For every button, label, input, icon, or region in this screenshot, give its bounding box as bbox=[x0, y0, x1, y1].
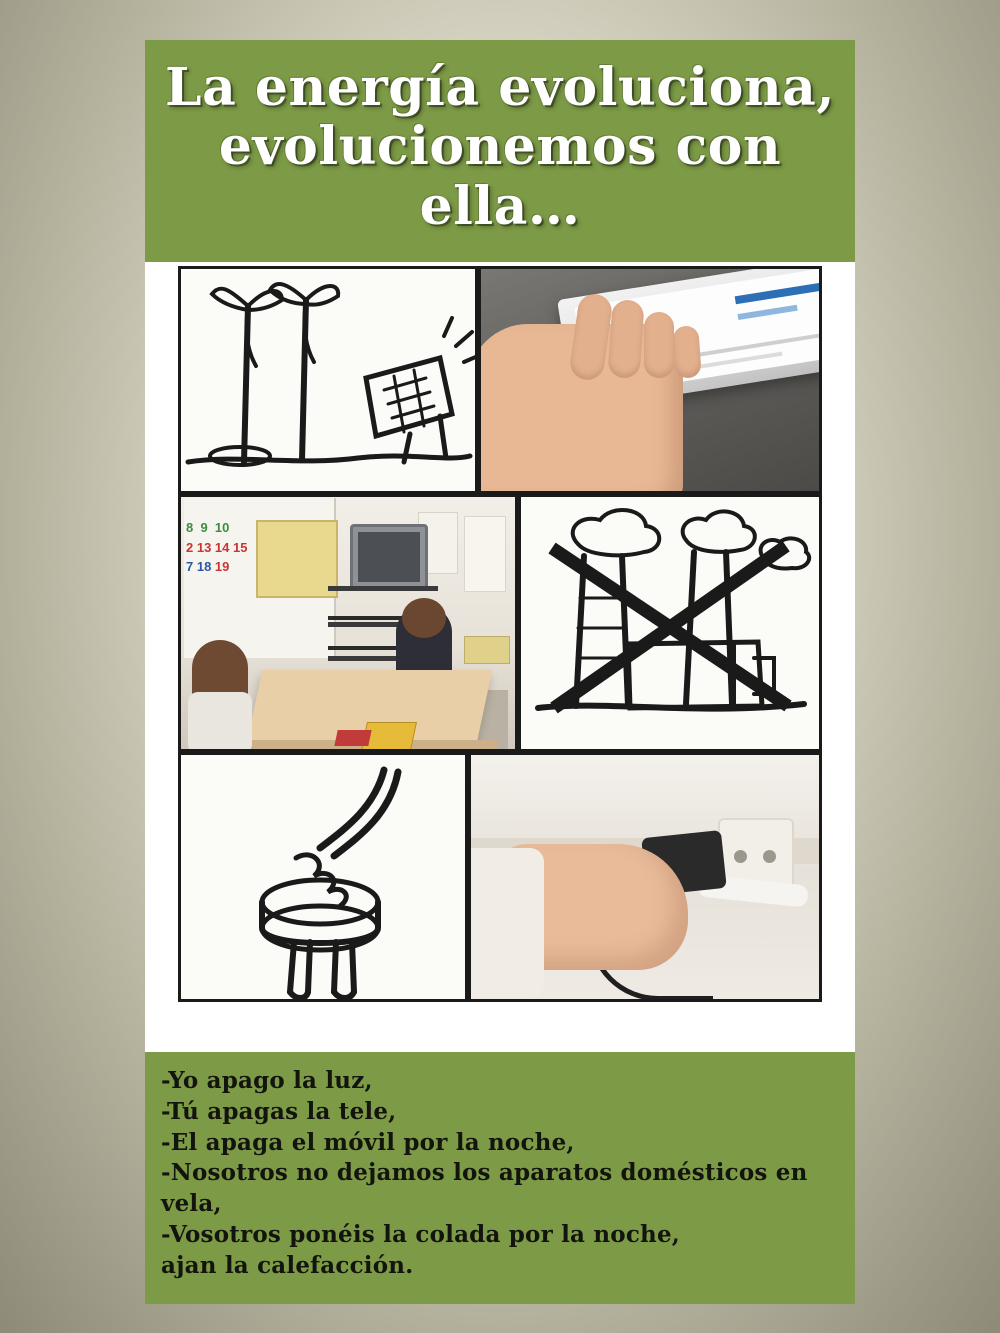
windmill-sketch-icon bbox=[178, 266, 478, 494]
hand-holding-tablet-photo bbox=[478, 266, 822, 494]
classroom-with-television-photo: 8 9 10 2 13 14 15 7 18 19 bbox=[178, 494, 518, 752]
body-line-7: ajan la calefacción. bbox=[161, 1251, 414, 1279]
body-line-3: -El apaga el móvil por la noche, bbox=[161, 1128, 575, 1156]
body-line-2: -Tú apagas la tele, bbox=[161, 1097, 397, 1125]
photo-collage bbox=[145, 262, 855, 1052]
windmills-and-solar-panel-drawing bbox=[178, 266, 478, 494]
hand-unplugging-socket-photo bbox=[468, 752, 822, 1002]
plug-sketch-icon bbox=[178, 752, 468, 1002]
body-line-5: vela, bbox=[161, 1190, 222, 1218]
body-text-banner bbox=[145, 1052, 855, 1304]
body-line-4: -Nosotros no dejamos los aparatos domésticos en bbox=[161, 1159, 808, 1187]
crossed-out-factory-drawing bbox=[518, 494, 822, 752]
page-title: La energía evoluciona, evolucionemos con ella… bbox=[165, 57, 835, 237]
body-line-6: -Vosotros ponéis la colada por la noche, bbox=[161, 1221, 680, 1249]
title-banner bbox=[145, 40, 855, 262]
body-line-1: -Yo apago la luz, bbox=[161, 1067, 373, 1094]
unplugged-plug-drawing bbox=[178, 752, 468, 1002]
factory-sketch-icon bbox=[518, 494, 822, 752]
